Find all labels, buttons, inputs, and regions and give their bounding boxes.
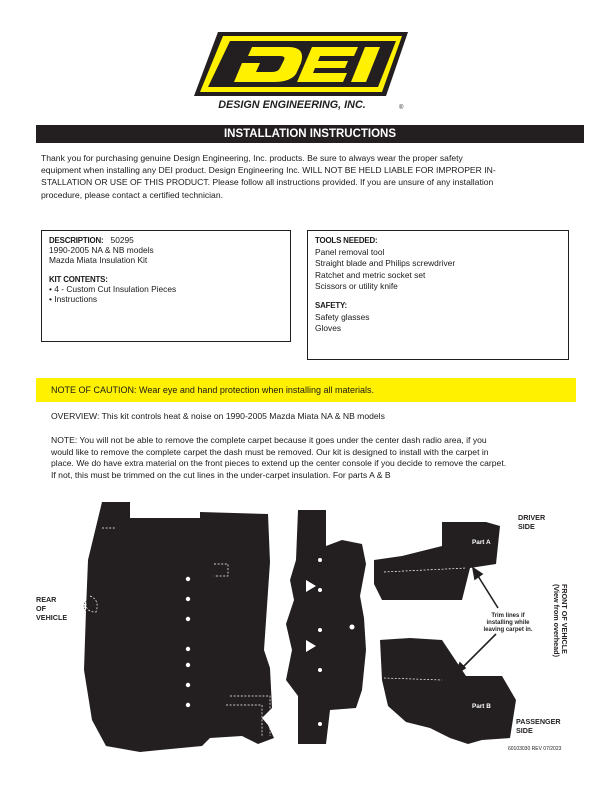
intro-line: equipment when installing any DEI product. Design Engineering Inc. WILL NOT BE HELD LIABLE FOR IMPROPER IN- bbox=[41, 165, 496, 176]
tool-item: Scissors or utility knife bbox=[315, 281, 398, 292]
tools-box bbox=[307, 230, 569, 360]
driver-side-label: SIDE bbox=[518, 522, 535, 531]
rear-label: REAR bbox=[36, 595, 57, 604]
note-line: NOTE: You will not be able to remove the complete carpet because it goes under the center dash radio area, if you bbox=[51, 435, 487, 445]
tools-label: TOOLS NEEDED: bbox=[315, 235, 378, 245]
part-b-label: Part B bbox=[472, 703, 491, 710]
passenger-side-label: PASSENGER bbox=[516, 717, 561, 726]
trim-line-label: installing while bbox=[486, 620, 530, 626]
logo-wordmark: DESIGN ENGINEERING, INC. bbox=[218, 99, 366, 111]
intro-line: STALLATION OR USE OF THIS PRODUCT. Please follow all instructions provided. If you are unsure of any installation bbox=[41, 177, 494, 188]
note-paragraph bbox=[51, 435, 583, 481]
rear-label: OF bbox=[36, 604, 46, 613]
description-line: 1990-2005 NA & NB models bbox=[49, 245, 154, 256]
trim-line-label: Trim lines if bbox=[491, 613, 525, 619]
rear-insulation-piece bbox=[84, 502, 274, 752]
part-b-insulation-piece bbox=[380, 638, 516, 744]
kit-item: • 4 - Custom Cut Insulation Pieces bbox=[49, 283, 177, 294]
intro-paragraph bbox=[41, 152, 581, 201]
safety-item: Safety glasses bbox=[315, 311, 370, 322]
safety-label: SAFETY: bbox=[315, 299, 347, 310]
view-note-label: (View from overhead) bbox=[552, 584, 561, 657]
safety-item: Gloves bbox=[315, 323, 342, 334]
tool-item: Straight blade and Philips screwdriver bbox=[315, 258, 456, 269]
front-of-vehicle-label: FRONT OF VEHICLE bbox=[560, 584, 569, 654]
description-line: Mazda Miata Insulation Kit bbox=[49, 255, 148, 266]
kit-contents-label: KIT CONTENTS: bbox=[49, 273, 108, 284]
dei-logo bbox=[190, 30, 410, 112]
registered-mark: ® bbox=[399, 105, 404, 111]
intro-line: Thank you for purchasing genuine Design Engineering, Inc. products. Be sure to always wear the proper safety bbox=[41, 153, 463, 163]
insulation-layout-diagram bbox=[30, 500, 590, 770]
intro-line: procedure, please contact a certified technician. bbox=[41, 189, 224, 200]
overview-text: OVERVIEW: This kit controls heat & noise on 1990-2005 Mazda Miata NA & NB models bbox=[51, 411, 385, 421]
tool-item: Ratchet and metric socket set bbox=[315, 269, 426, 280]
caution-banner: NOTE OF CAUTION: Wear eye and hand protection when installing all materials. bbox=[36, 378, 576, 402]
description-label: DESCRIPTION: bbox=[49, 235, 104, 245]
note-line: If not, this must be trimmed on the cut lines in the under-carpet insulation. For parts A & B bbox=[51, 469, 391, 480]
driver-side-label: DRIVER bbox=[518, 513, 546, 522]
part-a-label: Part A bbox=[472, 539, 491, 546]
passenger-side-label: SIDE bbox=[516, 726, 533, 735]
page-title: INSTALLATION INSTRUCTIONS bbox=[36, 125, 584, 143]
note-line: place. We do have extra material on the front pieces to extend up the center console if you decide to remove the carpet. bbox=[51, 458, 507, 469]
trim-line-label: leaving carpet in. bbox=[483, 627, 533, 633]
revision-footer: 60103030 REV 07/2023 bbox=[508, 746, 562, 752]
part-a-insulation-piece bbox=[374, 522, 500, 600]
note-line: would like to remove the complete carpet the dash must be removed. Our kit is designed to install with the carpet in bbox=[51, 446, 489, 457]
description-box bbox=[41, 230, 291, 342]
kit-item: • Instructions bbox=[49, 294, 98, 305]
rear-label: VEHICLE bbox=[36, 613, 68, 622]
tool-item: Panel removal tool bbox=[315, 246, 385, 257]
part-number: 50295 bbox=[110, 235, 134, 245]
